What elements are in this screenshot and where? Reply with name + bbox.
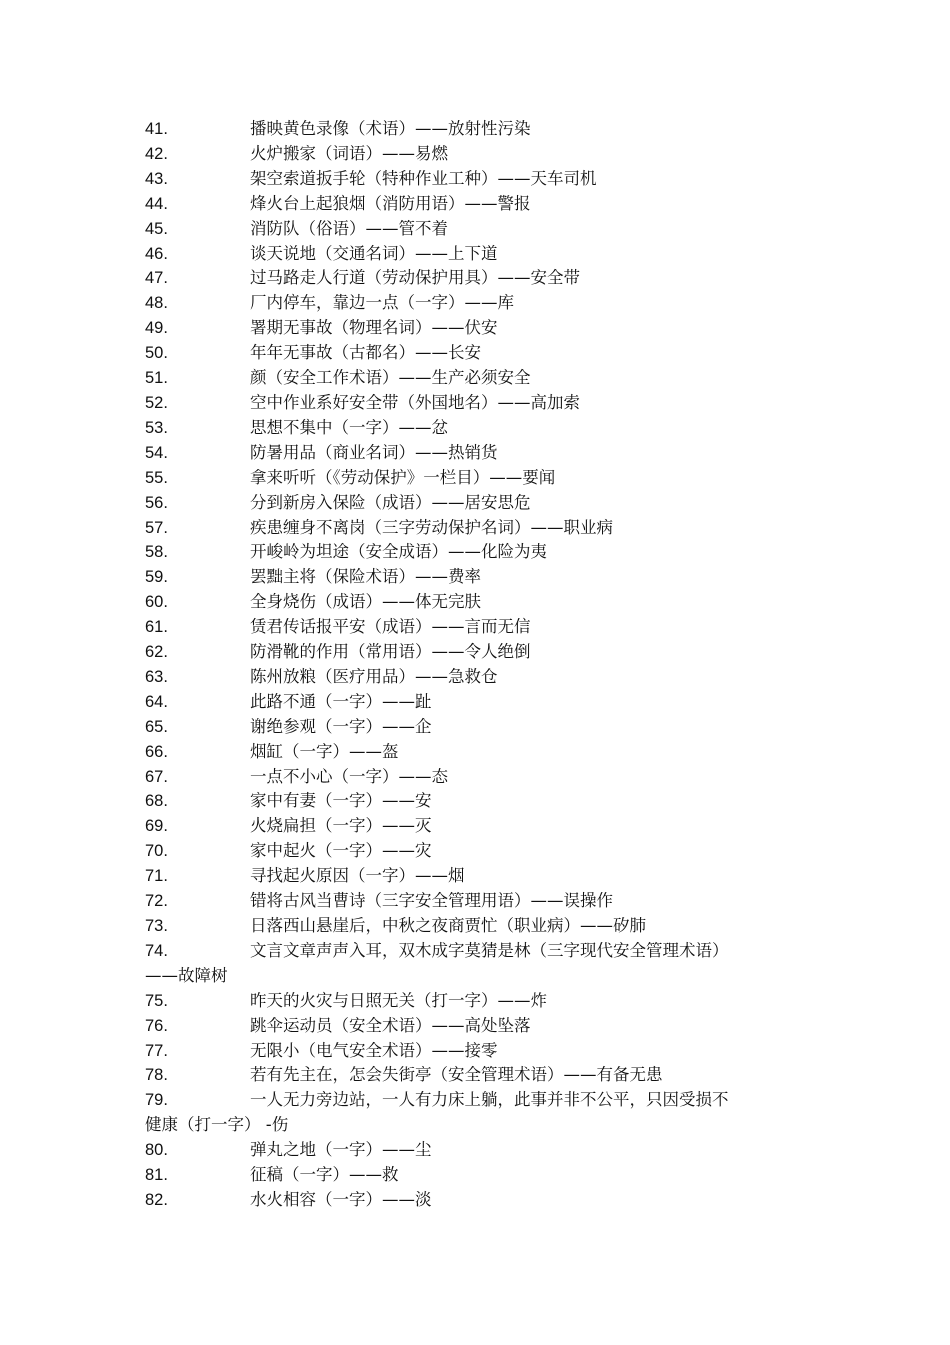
- list-item: [145, 889, 785, 914]
- item-text: 架空索道扳手轮（特种作业工种）——天车司机: [250, 168, 597, 188]
- item-number: 73.: [145, 917, 168, 935]
- item-text: 无限小（电气安全术语）——接零: [250, 1040, 498, 1060]
- item-text: 播映黄色录像（术语）——放射性污染: [250, 119, 531, 138]
- item-number: 74.: [145, 941, 168, 960]
- item-number: 54.: [145, 443, 168, 462]
- item-text: 防滑靴的作用（常用语）——令人绝倒: [250, 642, 531, 662]
- item-text: 一人无力旁边站，一人有力床上躺，此事并非不公平，只因受损不: [250, 1090, 729, 1110]
- item-number: 67.: [145, 767, 168, 786]
- list-item: [145, 1063, 785, 1088]
- item-number: 68.: [145, 792, 168, 811]
- item-text: 昨天的火灾与日照无关（打一字）——炸: [250, 990, 547, 1010]
- item-number: 72.: [145, 892, 168, 911]
- list-item: [145, 117, 785, 142]
- list-item: [145, 814, 785, 839]
- item-text: 若有先主在，怎会失街亭（安全管理术语）——有备无患: [250, 1065, 663, 1085]
- item-number: 56.: [145, 493, 168, 512]
- list-item: [145, 690, 785, 715]
- list-item: [145, 441, 785, 466]
- item-text: 家中起火（一字）——灾: [250, 841, 432, 861]
- list-item: [145, 341, 785, 366]
- list-item: [145, 316, 785, 341]
- list-item: [145, 565, 785, 590]
- item-number: 59.: [145, 568, 168, 587]
- item-text: 谢绝参观（一字）——企: [250, 716, 432, 736]
- riddle-list: [145, 117, 785, 1213]
- list-item: [145, 615, 785, 640]
- item-text: 过马路走人行道（劳动保护用具）——安全带: [250, 268, 580, 288]
- item-number: 46.: [145, 244, 168, 263]
- list-item: [145, 665, 785, 690]
- item-number: 57.: [145, 518, 168, 537]
- list-item: [145, 1014, 785, 1039]
- item-text: 火烧扁担（一字）——灭: [250, 816, 432, 836]
- list-item: [145, 291, 785, 316]
- item-number: 75.: [145, 991, 168, 1010]
- item-number: 44.: [145, 194, 168, 213]
- item-number: 50.: [145, 344, 168, 363]
- list-item: [145, 416, 785, 441]
- list-item: [145, 1188, 785, 1213]
- item-number: 81.: [145, 1166, 168, 1185]
- list-item: [145, 939, 785, 989]
- item-text: 家中有妻（一字）——安: [250, 791, 432, 811]
- list-item: [145, 740, 785, 765]
- item-number: 66.: [145, 742, 168, 761]
- item-number: 49.: [145, 319, 168, 338]
- list-item: [145, 192, 785, 217]
- item-text: 寻找起火原因（一字）——烟: [250, 866, 465, 886]
- item-text: 火炉搬家（词语）——易燃: [250, 143, 448, 163]
- item-text: 烟缸（一字）——盔: [250, 741, 399, 761]
- item-number: 69.: [145, 817, 168, 836]
- list-item: [145, 491, 785, 516]
- list-item: [145, 217, 785, 242]
- item-text: 空中作业系好安全带（外国地名）——高加索: [250, 392, 580, 412]
- item-text: 错将古风当曹诗（三字安全管理用语）——误操作: [250, 891, 613, 911]
- item-text: 疾患缠身不离岗（三字劳动保护名词）——职业病: [250, 517, 613, 537]
- item-text: 谈天说地（交通名词）——上下道: [250, 243, 498, 263]
- item-number: 77.: [145, 1041, 168, 1060]
- list-item: [145, 466, 785, 491]
- list-item: [145, 540, 785, 565]
- item-text: 烽火台上起狼烟（消防用语）——警报: [250, 193, 531, 213]
- item-number: 47.: [145, 269, 168, 288]
- item-number: 62.: [145, 643, 168, 662]
- item-text: 署期无事故（物理名词）——伏安: [250, 318, 498, 338]
- item-number: 65.: [145, 717, 168, 736]
- item-text: 颜（安全工作术语）——生产必须安全: [250, 368, 531, 388]
- item-number: 63.: [145, 667, 168, 686]
- list-item: [145, 715, 785, 740]
- item-number: 45.: [145, 219, 168, 238]
- item-text: 陈州放粮（医疗用品）——急救仓: [250, 666, 498, 686]
- item-number: 43.: [145, 169, 168, 188]
- item-text: 一点不小心（一字）——态: [250, 766, 448, 786]
- list-item: [145, 1138, 785, 1163]
- item-number: 60.: [145, 593, 168, 612]
- list-item: [145, 839, 785, 864]
- item-number: 52.: [145, 393, 168, 412]
- item-number: 55.: [145, 468, 168, 487]
- list-item: [145, 590, 785, 615]
- item-text: 跳伞运动员（安全术语）——高处坠落: [250, 1015, 531, 1035]
- item-text-continuation: ——故障树: [145, 965, 228, 985]
- item-number: 42.: [145, 144, 168, 163]
- item-text: 全身烧伤（成语）——体无完肤: [250, 592, 481, 612]
- list-item: [145, 242, 785, 267]
- list-item: [145, 765, 785, 790]
- item-number: 70.: [145, 842, 168, 861]
- list-item: [145, 516, 785, 541]
- item-number: 51.: [145, 369, 168, 388]
- item-text: 年年无事故（古都名）——长安: [250, 343, 481, 363]
- item-number: 61.: [145, 618, 168, 637]
- item-number: 71.: [145, 867, 168, 886]
- item-text: 厂内停车，靠边一点（一字）——库: [250, 293, 514, 313]
- item-number: 48.: [145, 294, 168, 313]
- item-text: 此路不通（一字）——趾: [250, 691, 432, 711]
- list-item: [145, 142, 785, 167]
- item-number: 64.: [145, 692, 168, 711]
- item-number: 80.: [145, 1141, 168, 1160]
- item-text: 水火相容（一字）——淡: [250, 1189, 432, 1209]
- item-text: 拿来听听（《劳动保护》一栏目）——要闻: [250, 467, 556, 487]
- item-number: 58.: [145, 543, 168, 562]
- item-text: 防暑用品（商业名词）——热销货: [250, 442, 498, 462]
- list-item: [145, 366, 785, 391]
- list-item: [145, 167, 785, 192]
- list-item: [145, 989, 785, 1014]
- list-item: [145, 640, 785, 665]
- item-number: 53.: [145, 418, 168, 437]
- list-item: [145, 1163, 785, 1188]
- list-item: [145, 391, 785, 416]
- item-number: 41.: [145, 120, 168, 138]
- item-number: 78.: [145, 1066, 168, 1085]
- item-text: 开峻岭为坦途（安全成语）——化险为夷: [250, 542, 547, 562]
- item-text: 消防队（俗语）——管不着: [250, 218, 448, 238]
- item-text: 分到新房入保险（成语）——居安思危: [250, 492, 531, 512]
- list-item: [145, 1088, 785, 1138]
- item-text: 征稿（一字）——救: [250, 1165, 399, 1185]
- item-text-continuation: 健康（打一字） -伤: [145, 1115, 289, 1135]
- item-number: 76.: [145, 1016, 168, 1035]
- list-item: [145, 266, 785, 291]
- item-text: 日落西山悬崖后，中秋之夜商贾忙（职业病）——矽肺: [250, 916, 646, 935]
- item-number: 79.: [145, 1091, 168, 1110]
- item-text: 文言文章声声入耳，双木成字莫猜是林（三字现代安全管理术语）: [250, 940, 729, 960]
- list-item: [145, 1039, 785, 1064]
- list-item: [145, 864, 785, 889]
- item-text: 思想不集中（一字）——忿: [250, 417, 448, 437]
- item-text: 弹丸之地（一字）——尘: [250, 1140, 432, 1160]
- list-item: [145, 914, 785, 939]
- item-number: 82.: [145, 1190, 168, 1209]
- item-text: 赁君传话报平安（成语）——言而无信: [250, 617, 531, 637]
- item-text: 罢黜主将（保险术语）——费率: [250, 567, 481, 587]
- list-item: [145, 789, 785, 814]
